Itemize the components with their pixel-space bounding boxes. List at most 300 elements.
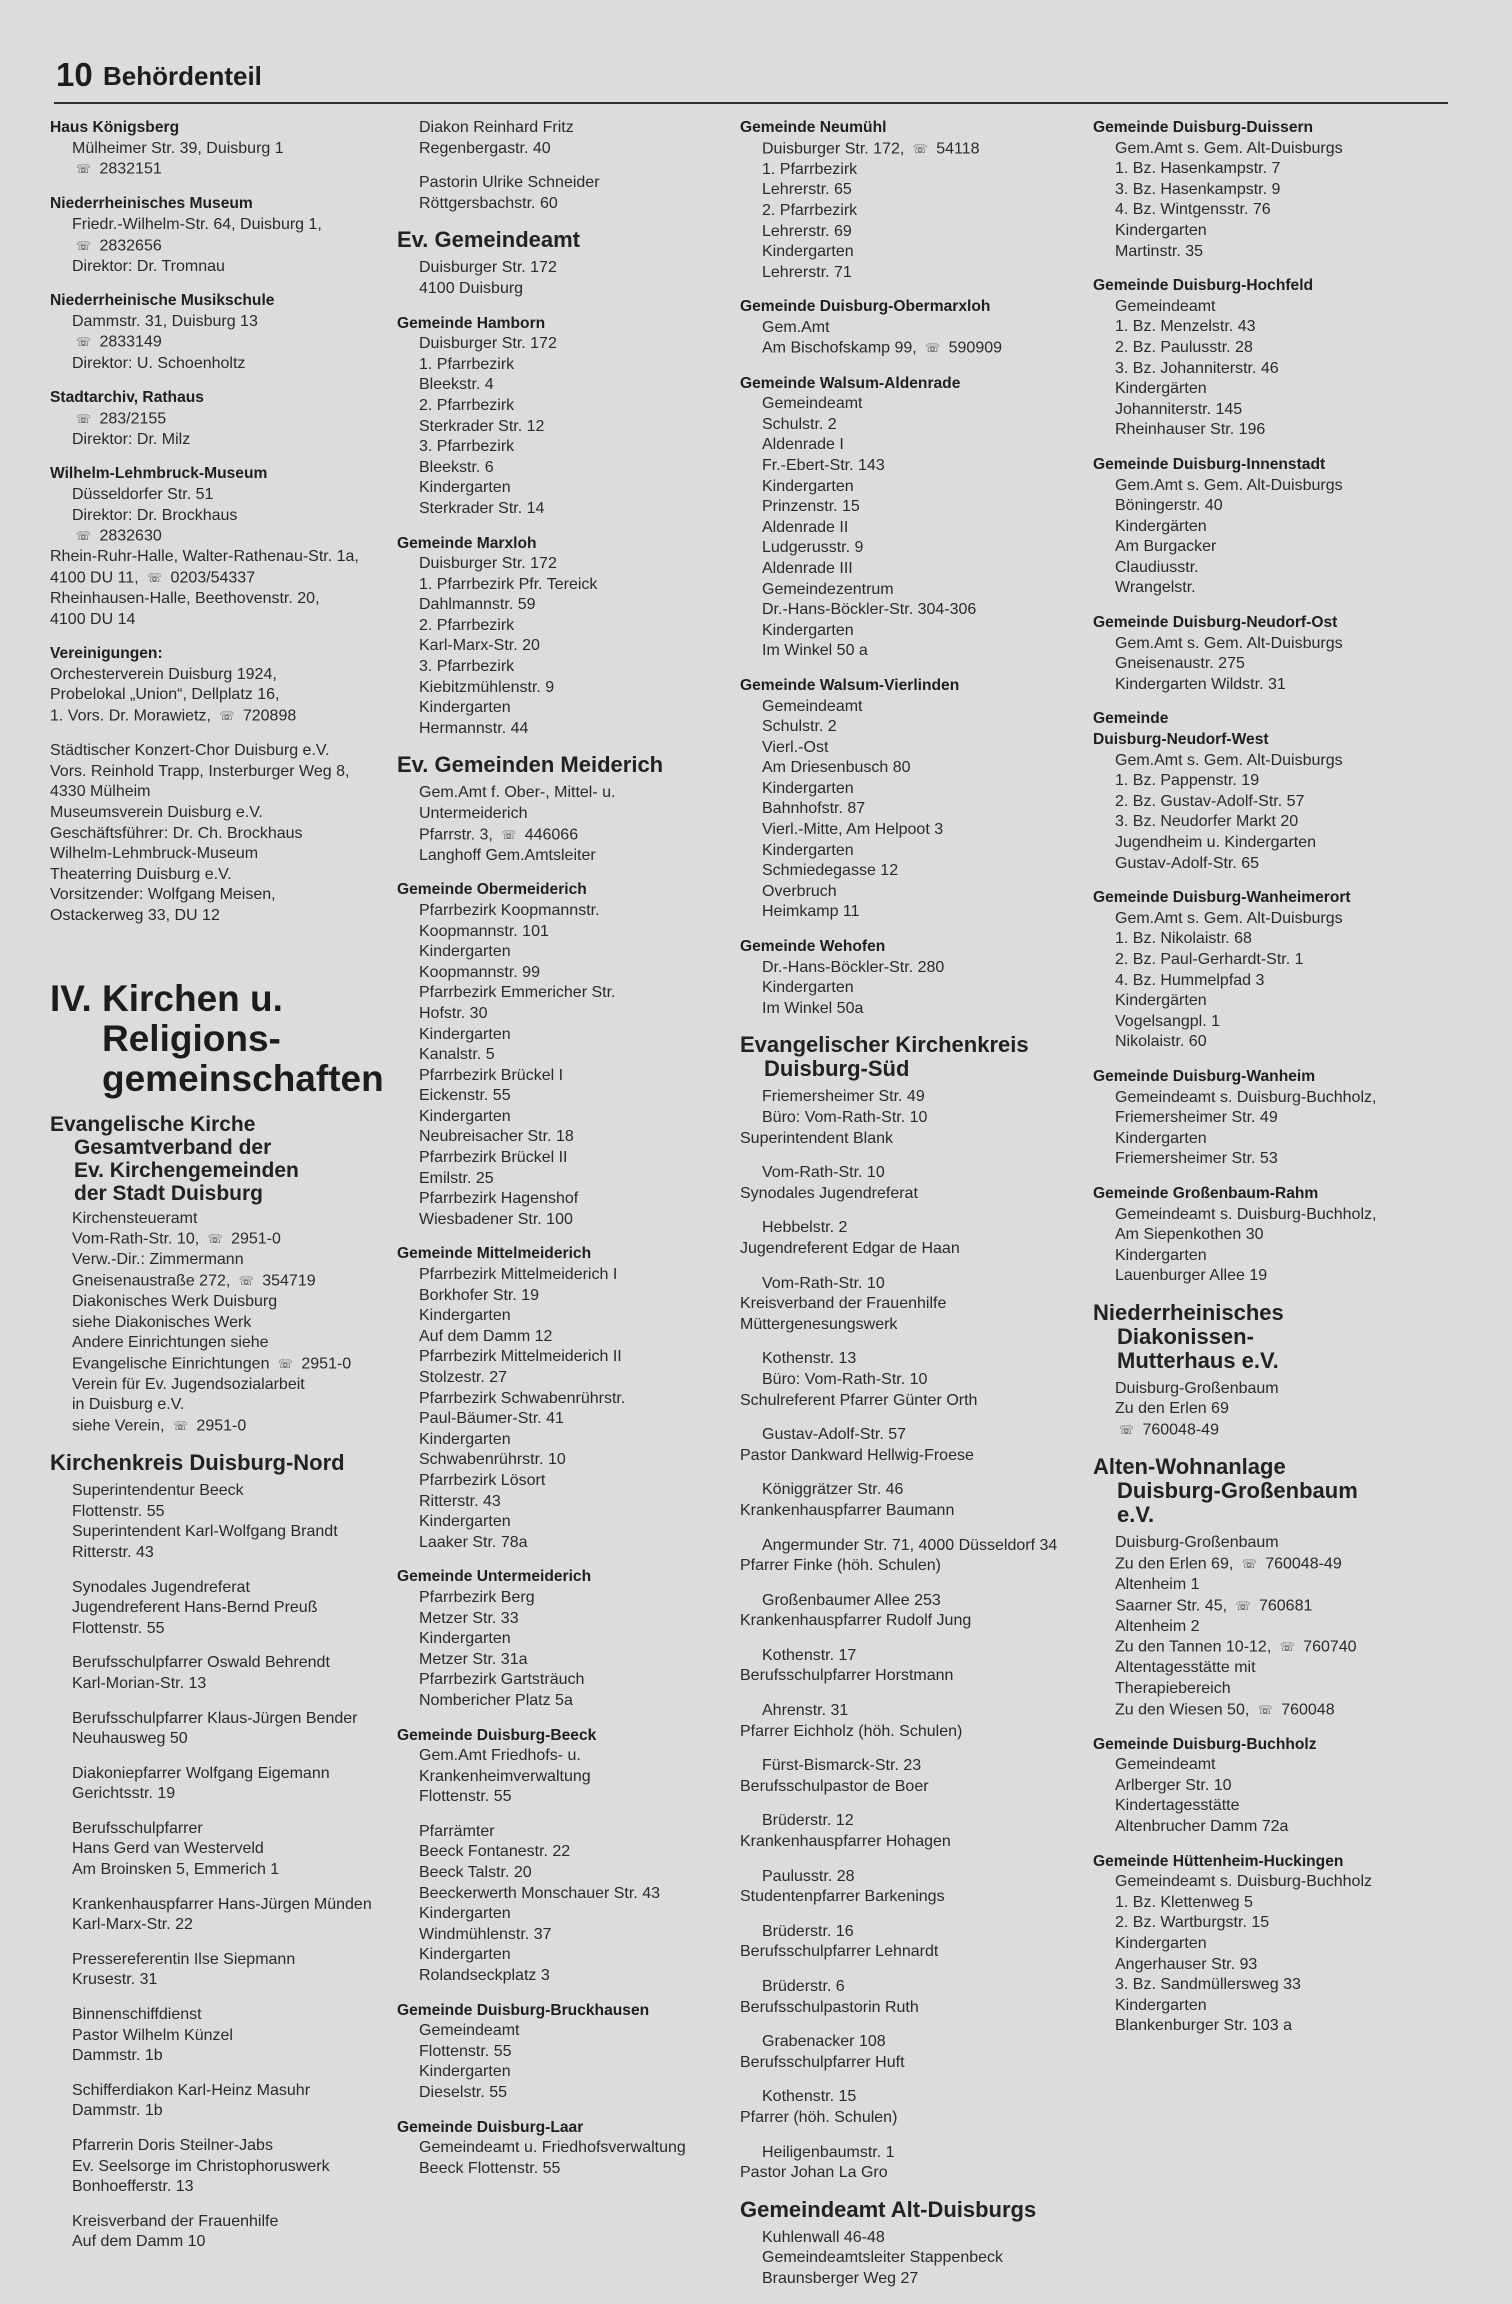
- entry-line: Ritterstr. 43: [72, 1543, 154, 1561]
- entry-line: Pfarrbezirk Hagenshof: [419, 1190, 579, 1208]
- subsection-heading-line: Ev. Kirchengemeinden: [74, 1158, 299, 1182]
- entry-line: Krankenheimverwaltung: [419, 1767, 591, 1785]
- entry-line: Kothenstr. 15: [762, 2088, 857, 2106]
- entry-line: Kindergarten: [1115, 1129, 1207, 1147]
- entry-line: Flottenstr. 55: [419, 1788, 512, 1806]
- directory-entry: [1093, 118, 1448, 262]
- directory-entry: [397, 2118, 737, 2180]
- directory-entry: [740, 118, 1085, 283]
- entry-line: Neuhausweg 50: [72, 1730, 188, 1748]
- entry-line: Krankenhauspfarrer Hans-Jürgen Münden: [72, 1895, 372, 1913]
- entry-line: ☏ 2832151: [50, 159, 390, 180]
- directory-entry: [740, 1867, 1085, 1908]
- entry-heading: Wilhelm-Lehmbruck-Museum: [50, 465, 268, 483]
- entry-line: Gemeindeamt u. Friedhofsverwaltung: [419, 2139, 686, 2157]
- entry-line: Königgrätzer Str. 46: [762, 1481, 904, 1499]
- entry-line: Schwabenrührstr. 10: [419, 1451, 566, 1469]
- entry-heading: Gemeinde Duisburg-Hochfeld: [1093, 277, 1314, 295]
- org-heading: [397, 228, 737, 252]
- entry-line: siehe Verein, ☏ 2951-0: [50, 1416, 390, 1437]
- directory-entry: [1093, 1067, 1448, 1170]
- entry-line: Zu den Wiesen 50, ☏ 760048: [1093, 1700, 1448, 1721]
- entry-text: Theaterring Duisburg e.V.: [50, 865, 232, 883]
- entry-line: 3. Bz. Sandmüllersweg 33: [1115, 1976, 1301, 1994]
- directory-entry: [50, 464, 390, 630]
- entry-text: Pfarrer Eichholz (höh. Schulen): [740, 1722, 963, 1740]
- entry-line: Claudiusstr.: [1115, 558, 1199, 576]
- entry-line: Beeck Fontanestr. 22: [419, 1843, 571, 1861]
- entry-line: Pfarrbezirk Schwabenrührstr.: [419, 1389, 626, 1407]
- directory-entry: [740, 1033, 1085, 1149]
- entry-line: Pfarrbezirk Koopmannstr.: [419, 901, 600, 919]
- directory-entry: [50, 2136, 390, 2198]
- directory-entry: [1093, 613, 1448, 695]
- phone-icon: ☏: [76, 411, 92, 426]
- phone-icon: ☏: [76, 238, 92, 253]
- phone-icon: ☏: [1119, 1423, 1135, 1438]
- directory-entry: [740, 1977, 1085, 2018]
- entry-line: Vierl.-Mitte, Am Helpoot 3: [762, 821, 944, 839]
- entry-line: Gemeindeamt: [1115, 297, 1216, 315]
- entry-line: Nikolaistr. 60: [1115, 1033, 1207, 1051]
- entry-line: Martinstr. 35: [1115, 242, 1204, 260]
- entry-line: Lauenburger Allee 19: [1115, 1267, 1268, 1285]
- entry-text: Berufsschulpastorin Ruth: [740, 1998, 919, 2016]
- entry-line: Rheinhauser Str. 196: [1115, 421, 1266, 439]
- entry-text: Superintendent Blank: [740, 1129, 893, 1147]
- directory-entry: [50, 1113, 390, 1438]
- directory-entry: [740, 1701, 1085, 1742]
- entry-line: Kindergarten: [762, 621, 854, 639]
- directory-entry: [740, 1163, 1085, 1204]
- entry-line: Arlberger Str. 10: [1115, 1776, 1232, 1794]
- entry-line: Aldenrade I: [762, 436, 844, 454]
- phone-icon: ☏: [147, 570, 163, 585]
- entry-line: Kuhlenwall 46-48: [762, 2228, 885, 2246]
- entry-line: Hans Gerd van Westerveld: [72, 1840, 264, 1858]
- entry-line: Verein für Ev. Jugendsozialarbeit: [72, 1375, 305, 1393]
- directory-entry: [740, 1591, 1085, 1632]
- entry-line: Windmühlenstr. 37: [419, 1925, 552, 1943]
- entry-line: Kindergarten: [762, 979, 854, 997]
- entry-line: Gemeindeamt: [762, 697, 863, 715]
- entry-text: Rhein-Ruhr-Halle, Walter-Rathenau-Str. 1a,: [50, 548, 359, 566]
- entry-line: Mülheimer Str. 39, Duisburg 1: [72, 139, 284, 157]
- entry-line: Kindergarten: [419, 2063, 511, 2081]
- entry-line: Pfarrbezirk Berg: [419, 1588, 535, 1606]
- entry-line: Bleekstr. 4: [419, 376, 494, 394]
- entry-text: Krankenhauspfarrer Baumann: [740, 1501, 955, 1519]
- entry-text: Geschäftsführer: Dr. Ch. Brockhaus: [50, 824, 303, 842]
- entry-text: Müttergenesungswerk: [740, 1315, 898, 1333]
- entry-line: Ahrenstr. 31: [762, 1702, 849, 1720]
- entry-line: Im Winkel 50a: [762, 999, 864, 1017]
- entry-line: Zu den Erlen 69, ☏ 760048-49: [1093, 1554, 1448, 1575]
- entry-line: Jugendheim u. Kindergarten: [1115, 834, 1317, 851]
- subsection-heading-line: Evangelische Kirche: [50, 1112, 256, 1136]
- entry-line: Diakon Reinhard Fritz: [419, 119, 574, 136]
- entry-line: ☏ 2832630: [50, 526, 390, 547]
- phone-icon: ☏: [1279, 1640, 1295, 1655]
- entry-line: Vom-Rath-Str. 10: [762, 1274, 885, 1292]
- entry-line: Regenbergastr. 40: [419, 139, 551, 157]
- entry-line: Karl-Marx-Str. 20: [419, 637, 540, 655]
- entry-line: Superintendent Karl-Wolfgang Brandt: [72, 1523, 338, 1541]
- column-3: [740, 118, 1085, 2304]
- directory-entry: [50, 1819, 390, 1881]
- directory-entry: [740, 937, 1085, 1019]
- entry-heading: Gemeinde Marxloh: [397, 534, 537, 552]
- org-heading-line: Diakonissen-: [1117, 1323, 1254, 1349]
- entry-line: Dieselstr. 55: [419, 2084, 508, 2101]
- directory-entry: [1093, 1735, 1448, 1838]
- entry-line: Kindergarten: [762, 243, 854, 261]
- entry-line: 2. Bz. Paul-Gerhardt-Str. 1: [1115, 950, 1304, 968]
- phone-icon: ☏: [238, 1273, 254, 1288]
- entry-heading: Gemeinde Großenbaum-Rahm: [1093, 1184, 1319, 1202]
- entry-line: Dammstr. 1b: [72, 2047, 163, 2065]
- entry-line: Duisburger Str. 172: [419, 555, 557, 573]
- entry-line: ☏ 760048-49: [1093, 1420, 1448, 1441]
- entry-line: Am Siepenkothen 30: [1115, 1226, 1264, 1244]
- entry-line: siehe Diakonisches Werk: [72, 1313, 252, 1331]
- directory-entry: [50, 1709, 390, 1750]
- entry-line: Gem.Amt s. Gem. Alt-Duisburgs: [1115, 139, 1343, 157]
- entry-line: Kindergarten: [419, 943, 511, 961]
- org-heading: [740, 2198, 1085, 2222]
- entry-text: Orchesterverein Duisburg 1924,: [50, 665, 277, 683]
- entry-line: Kothenstr. 17: [762, 1646, 857, 1664]
- entry-line: Kindergarten: [1115, 1935, 1207, 1952]
- column-1: [50, 118, 390, 2267]
- entry-line: 3. Pfarrbezirk: [419, 658, 515, 676]
- entry-line: Schulstr. 2: [762, 718, 837, 736]
- entry-line: Kothenstr. 13: [762, 1350, 857, 1368]
- directory-entry: [397, 1244, 737, 1553]
- entry-line: Gem.Amt s. Gem. Alt-Duisburgs: [1115, 476, 1343, 494]
- page-number: 10: [56, 56, 93, 93]
- entry-line: Gem.Amt s. Gem. Alt-Duisburgs: [1115, 909, 1343, 927]
- entry-line: Jugendreferent Hans-Bernd Preuß: [72, 1599, 318, 1617]
- entry-line: Zu den Erlen 69: [1115, 1400, 1229, 1418]
- entry-text: Berufsschulpfarrer Lehnardt: [740, 1943, 939, 1961]
- column-4: [1093, 118, 1448, 2051]
- directory-entry: [740, 374, 1085, 662]
- org-heading-line: Gemeindeamt Alt-Duisburgs: [740, 2196, 1037, 2222]
- section-number: IV.: [50, 977, 92, 1019]
- org-heading-line: Duisburg-Großenbaum: [1117, 1478, 1358, 1504]
- page-title: Behördenteil: [103, 61, 262, 91]
- entry-line: Pfarrbezirk Gartsträuch: [419, 1671, 585, 1689]
- entry-line: Gustav-Adolf-Str. 65: [1115, 854, 1260, 872]
- entry-line: Pfarrerin Doris Steilner-Jabs: [72, 2137, 273, 2154]
- entry-line: Pfarrbezirk Brückel I: [419, 1066, 564, 1084]
- directory-entry: [740, 1756, 1085, 1797]
- entry-line: 1. Pfarrbezirk: [762, 160, 858, 178]
- entry-line: Aldenrade III: [762, 559, 853, 577]
- entry-line: Heimkamp 11: [762, 903, 860, 921]
- directory-entry: [50, 741, 390, 926]
- entry-text: Pfarrer (höh. Schulen): [740, 2108, 898, 2126]
- org-heading: [740, 1033, 1085, 1081]
- entry-line: Großenbaumer Allee 253: [762, 1591, 941, 1609]
- entry-line: 3. Bz. Hasenkampstr. 9: [1115, 180, 1281, 198]
- org-heading-line: Evangelischer Kirchenkreis: [740, 1032, 1029, 1058]
- entry-line: Gem.Amt: [762, 318, 830, 336]
- entry-heading: Duisburg-Neudorf-West: [1093, 731, 1269, 749]
- entry-text: Synodales Jugendreferat: [740, 1184, 918, 1202]
- entry-line: Schmiedegasse 12: [762, 862, 899, 880]
- entry-text: 4100 DU 11, ☏ 0203/54337: [50, 568, 390, 589]
- phone-icon: ☏: [501, 827, 517, 842]
- entry-line: Kindergarten: [419, 1107, 511, 1125]
- entry-line: Vom-Rath-Str. 10, ☏ 2951-0: [50, 1229, 390, 1250]
- entry-line: Diakoniepfarrer Wolfgang Eigemann: [72, 1764, 330, 1782]
- entry-line: Direktor: Dr. Tromnau: [72, 257, 225, 275]
- entry-heading: Gemeinde Duisburg-Obermarxloh: [740, 298, 991, 316]
- entry-line: Gemeindeamt: [419, 2022, 520, 2040]
- entry-line: Aldenrade II: [762, 518, 849, 536]
- entry-line: Prinzenstr. 15: [762, 498, 860, 516]
- entry-heading: Gemeinde Duisburg-Neudorf-Ost: [1093, 614, 1338, 632]
- entry-line: Friemersheimer Str. 53: [1115, 1150, 1278, 1168]
- directory-entry: [740, 2143, 1085, 2184]
- entry-line: 1. Pfarrbezirk: [419, 355, 515, 373]
- entry-text: Pastor Dankward Hellwig-Froese: [740, 1446, 974, 1464]
- entry-line: Kindergärten: [1115, 517, 1207, 535]
- entry-line: Wrangelstr.: [1115, 579, 1196, 597]
- entry-line: Rolandseckplatz 3: [419, 1967, 550, 1985]
- entry-line: Sterkrader Str. 14: [419, 499, 545, 517]
- directory-entry: [50, 1895, 390, 1936]
- phone-icon: ☏: [1235, 1598, 1251, 1613]
- entry-line: 3. Pfarrbezirk: [419, 438, 515, 456]
- org-heading-line: Duisburg-Süd: [764, 1056, 910, 1082]
- org-heading: [50, 1451, 390, 1475]
- entry-line: Krusestr. 31: [72, 1971, 158, 1989]
- entry-line: Kindergarten: [419, 1905, 511, 1923]
- entry-line: Lehrerstr. 69: [762, 222, 852, 240]
- entry-line: Direktor: Dr. Brockhaus: [72, 506, 238, 524]
- entry-line: Diakonisches Werk Duisburg: [72, 1292, 278, 1310]
- entry-line: Nombericher Platz 5a: [419, 1691, 573, 1709]
- org-heading-line: Ev. Gemeinden Meiderich: [397, 752, 664, 778]
- section-heading-line: gemeinschaften: [102, 1057, 384, 1099]
- directory-entry: [397, 228, 737, 299]
- entry-line: Am Burgacker: [1115, 538, 1217, 556]
- entry-line: Altenheim 2: [1115, 1617, 1200, 1635]
- entry-line: Flottenstr. 55: [72, 1619, 165, 1637]
- entry-line: ☏ 283/2155: [50, 409, 390, 430]
- entry-line: Auf dem Damm 12: [419, 1327, 553, 1345]
- entry-line: Hermannstr. 44: [419, 719, 529, 737]
- entry-line: Duisburger Str. 172: [419, 259, 557, 277]
- entry-text: Vorsitzender: Wolfgang Meisen,: [50, 886, 276, 904]
- entry-line: Pfarrstr. 3, ☏ 446066: [397, 825, 737, 846]
- entry-line: Bleekstr. 6: [419, 458, 494, 476]
- entry-line: Gustav-Adolf-Str. 57: [762, 1426, 907, 1444]
- entry-line: Berufsschulpfarrer Oswald Behrendt: [72, 1654, 330, 1672]
- directory-entry: [740, 1274, 1085, 1336]
- entry-line: Pfarrbezirk Lösort: [419, 1471, 546, 1489]
- entry-line: 1. Bz. Pappenstr. 19: [1115, 772, 1260, 790]
- entry-line: Gerichtsstr. 19: [72, 1785, 176, 1803]
- entry-line: Duisburger Str. 172, ☏ 54118: [740, 139, 1085, 160]
- directory-entry: [50, 1764, 390, 1805]
- directory-entry: [1093, 888, 1448, 1053]
- entry-line: Dammstr. 1b: [72, 2102, 163, 2120]
- entry-line: Dr.-Hans-Böckler-Str. 280: [762, 958, 945, 976]
- entry-line: Fr.-Ebert-Str. 143: [762, 456, 885, 474]
- entry-line: Bahnhofstr. 87: [762, 800, 866, 818]
- entry-line: Eickenstr. 55: [419, 1087, 511, 1105]
- entry-line: Wiesbadener Str. 100: [419, 1210, 573, 1228]
- entry-text: Ostackerweg 33, DU 12: [50, 906, 220, 924]
- directory-entry: [397, 1726, 737, 1808]
- org-heading-line: e.V.: [1117, 1502, 1155, 1528]
- directory-entry: [50, 979, 390, 1099]
- entry-heading: Gemeinde: [1093, 710, 1169, 728]
- entry-heading: Vereinigungen:: [50, 645, 163, 663]
- entry-line: Altenbrucher Damm 72a: [1115, 1818, 1289, 1836]
- entry-line: Altenheim 1: [1115, 1575, 1200, 1593]
- entry-line: Emilstr. 25: [419, 1169, 494, 1187]
- entry-line: Gemeindeamt: [762, 395, 863, 413]
- entry-line: 2. Bz. Gustav-Adolf-Str. 57: [1115, 792, 1305, 810]
- entry-line: Kindergarten: [419, 699, 511, 717]
- phone-icon: ☏: [1257, 1702, 1273, 1717]
- entry-line: Flottenstr. 55: [72, 1502, 165, 1520]
- entry-text: Schulreferent Pfarrer Günter Orth: [740, 1391, 978, 1409]
- entry-line: 1. Bz. Nikolaistr. 68: [1115, 930, 1252, 948]
- directory-entry: [740, 1349, 1085, 1411]
- directory-entry: [1093, 1455, 1448, 1720]
- entry-line: 1. Bz. Menzelstr. 43: [1115, 318, 1256, 336]
- entry-line: Altentagesstätte mit: [1115, 1659, 1256, 1677]
- entry-line: Pfarrämter: [419, 1822, 495, 1840]
- entry-line: Kindergarten: [419, 1513, 511, 1531]
- entry-line: Neubreisacher Str. 18: [419, 1128, 574, 1146]
- entry-line: Dr.-Hans-Böckler-Str. 304-306: [762, 601, 977, 619]
- entry-line: Duisburger Str. 172: [419, 335, 557, 353]
- directory-entry: [740, 1922, 1085, 1963]
- entry-heading: Gemeinde Hamborn: [397, 314, 546, 332]
- entry-line: Kindergarten: [762, 477, 854, 495]
- entry-line: Metzer Str. 31a: [419, 1650, 528, 1668]
- directory-entry: [740, 2087, 1085, 2128]
- entry-line: Kindertagesstätte: [1115, 1797, 1240, 1815]
- subsection-heading-line: der Stadt Duisburg: [74, 1181, 264, 1205]
- entry-line: Düsseldorfer Str. 51: [72, 486, 214, 504]
- entry-text: Berufsschulpastor de Boer: [740, 1777, 929, 1795]
- entry-heading: Gemeinde Walsum-Aldenrade: [740, 374, 961, 392]
- directory-entry: [1093, 276, 1448, 441]
- entry-line: Pfarrbezirk Brückel II: [419, 1149, 568, 1167]
- entry-line: Andere Einrichtungen siehe: [72, 1334, 269, 1352]
- entry-line: Hofstr. 30: [419, 1004, 488, 1022]
- entry-line: Zu den Tannen 10-12, ☏ 760740: [1093, 1637, 1448, 1658]
- entry-heading: Niederrheinisches Museum: [50, 195, 253, 213]
- entry-line: Gem.Amt s. Gem. Alt-Duisburgs: [1115, 751, 1343, 769]
- entry-heading: Stadtarchiv, Rathaus: [50, 389, 204, 407]
- directory-entry: [740, 2032, 1085, 2073]
- entry-line: Büro: Vom-Rath-Str. 10: [762, 1370, 928, 1388]
- entry-line: Stolzestr. 27: [419, 1369, 508, 1386]
- phone-icon: ☏: [76, 529, 92, 544]
- entry-text: Jugendreferent Edgar de Haan: [740, 1239, 960, 1257]
- directory-entry: [397, 534, 737, 740]
- entry-line: Sterkrader Str. 12: [419, 417, 545, 435]
- entry-line: Beeckerwerth Monschauer Str. 43: [419, 1884, 661, 1902]
- entry-heading: Niederrheinische Musikschule: [50, 292, 275, 310]
- org-heading-line: Kirchenkreis Duisburg-Nord: [50, 1450, 345, 1476]
- entry-text: Pastor Johan La Gro: [740, 2164, 888, 2182]
- entry-text: Berufsschulpfarrer Huft: [740, 2053, 905, 2071]
- entry-line: Untermeiderich: [419, 805, 528, 823]
- directory-entry: [50, 1653, 390, 1694]
- entry-line: Dammstr. 31, Duisburg 13: [72, 312, 258, 330]
- subsection-heading: [50, 1113, 390, 1205]
- entry-line: Kindergarten: [762, 779, 854, 797]
- phone-icon: ☏: [207, 1232, 223, 1247]
- directory-entry: [740, 1646, 1085, 1687]
- entry-line: Vom-Rath-Str. 10: [762, 1164, 885, 1182]
- entry-line: Kindergarten: [419, 1307, 511, 1325]
- entry-line: Am Driesenbusch 80: [762, 759, 911, 777]
- entry-line: Beeck Flottenstr. 55: [419, 2159, 561, 2177]
- entry-text: Studentenpfarrer Barkenings: [740, 1888, 945, 1906]
- entry-line: Ev. Seelsorge im Christophoruswerk: [72, 2157, 330, 2175]
- entry-line: Böningerstr. 40: [1115, 497, 1223, 515]
- entry-line: Beeck Talstr. 20: [419, 1864, 532, 1882]
- page-header: [54, 56, 1448, 104]
- directory-entry: [740, 1811, 1085, 1852]
- entry-line: Metzer Str. 33: [419, 1609, 519, 1627]
- directory-entry: [397, 1822, 737, 1987]
- directory-entry: [50, 2005, 390, 2067]
- entry-line: Hebbelstr. 2: [762, 1219, 848, 1237]
- directory-entry: [50, 388, 390, 450]
- directory-entry: [740, 1218, 1085, 1259]
- org-heading: [1093, 1301, 1448, 1373]
- org-heading: [1093, 1455, 1448, 1527]
- entry-line: 1. Bz. Klettenweg 5: [1115, 1893, 1253, 1911]
- directory-entry: [740, 1536, 1085, 1577]
- entry-line: Therapiebereich: [1115, 1679, 1231, 1697]
- phone-icon: ☏: [1241, 1556, 1257, 1571]
- entry-line: Kindergarten: [419, 479, 511, 497]
- entry-line: 2. Bz. Wartburgstr. 15: [1115, 1914, 1270, 1932]
- entry-line: Brüderstr. 6: [762, 1978, 845, 1995]
- entry-line: Kindergarten: [1115, 1246, 1207, 1264]
- entry-line: Gneisenaustraße 272, ☏ 354719: [50, 1271, 390, 1292]
- entry-line: Evangelische Einrichtungen ☏ 2951-0: [50, 1354, 390, 1375]
- entry-heading: Gemeinde Duisburg-Beeck: [397, 1726, 597, 1744]
- entry-text: Pfarrer Finke (höh. Schulen): [740, 1557, 941, 1575]
- entry-line: Borkhofer Str. 19: [419, 1286, 540, 1304]
- entry-line: Friedr.-Wilhelm-Str. 64, Duisburg 1,: [72, 215, 322, 233]
- entry-heading: Gemeinde Obermeiderich: [397, 881, 587, 899]
- entry-line: Berufsschulpfarrer Klaus-Jürgen Bender: [72, 1709, 358, 1727]
- entry-heading: Gemeinde Duisburg-Wanheimerort: [1093, 889, 1351, 907]
- entry-line: Paulusstr. 28: [762, 1867, 855, 1885]
- entry-line: Verw.-Dir.: Zimmermann: [72, 1251, 244, 1269]
- entry-text: 1. Vors. Dr. Morawietz, ☏ 720898: [50, 706, 390, 727]
- entry-line: Kindergarten: [1115, 221, 1207, 239]
- directory-entry: [397, 118, 737, 159]
- phone-icon: ☏: [76, 335, 92, 350]
- entry-line: Schifferdiakon Karl-Heinz Masuhr: [72, 2081, 311, 2099]
